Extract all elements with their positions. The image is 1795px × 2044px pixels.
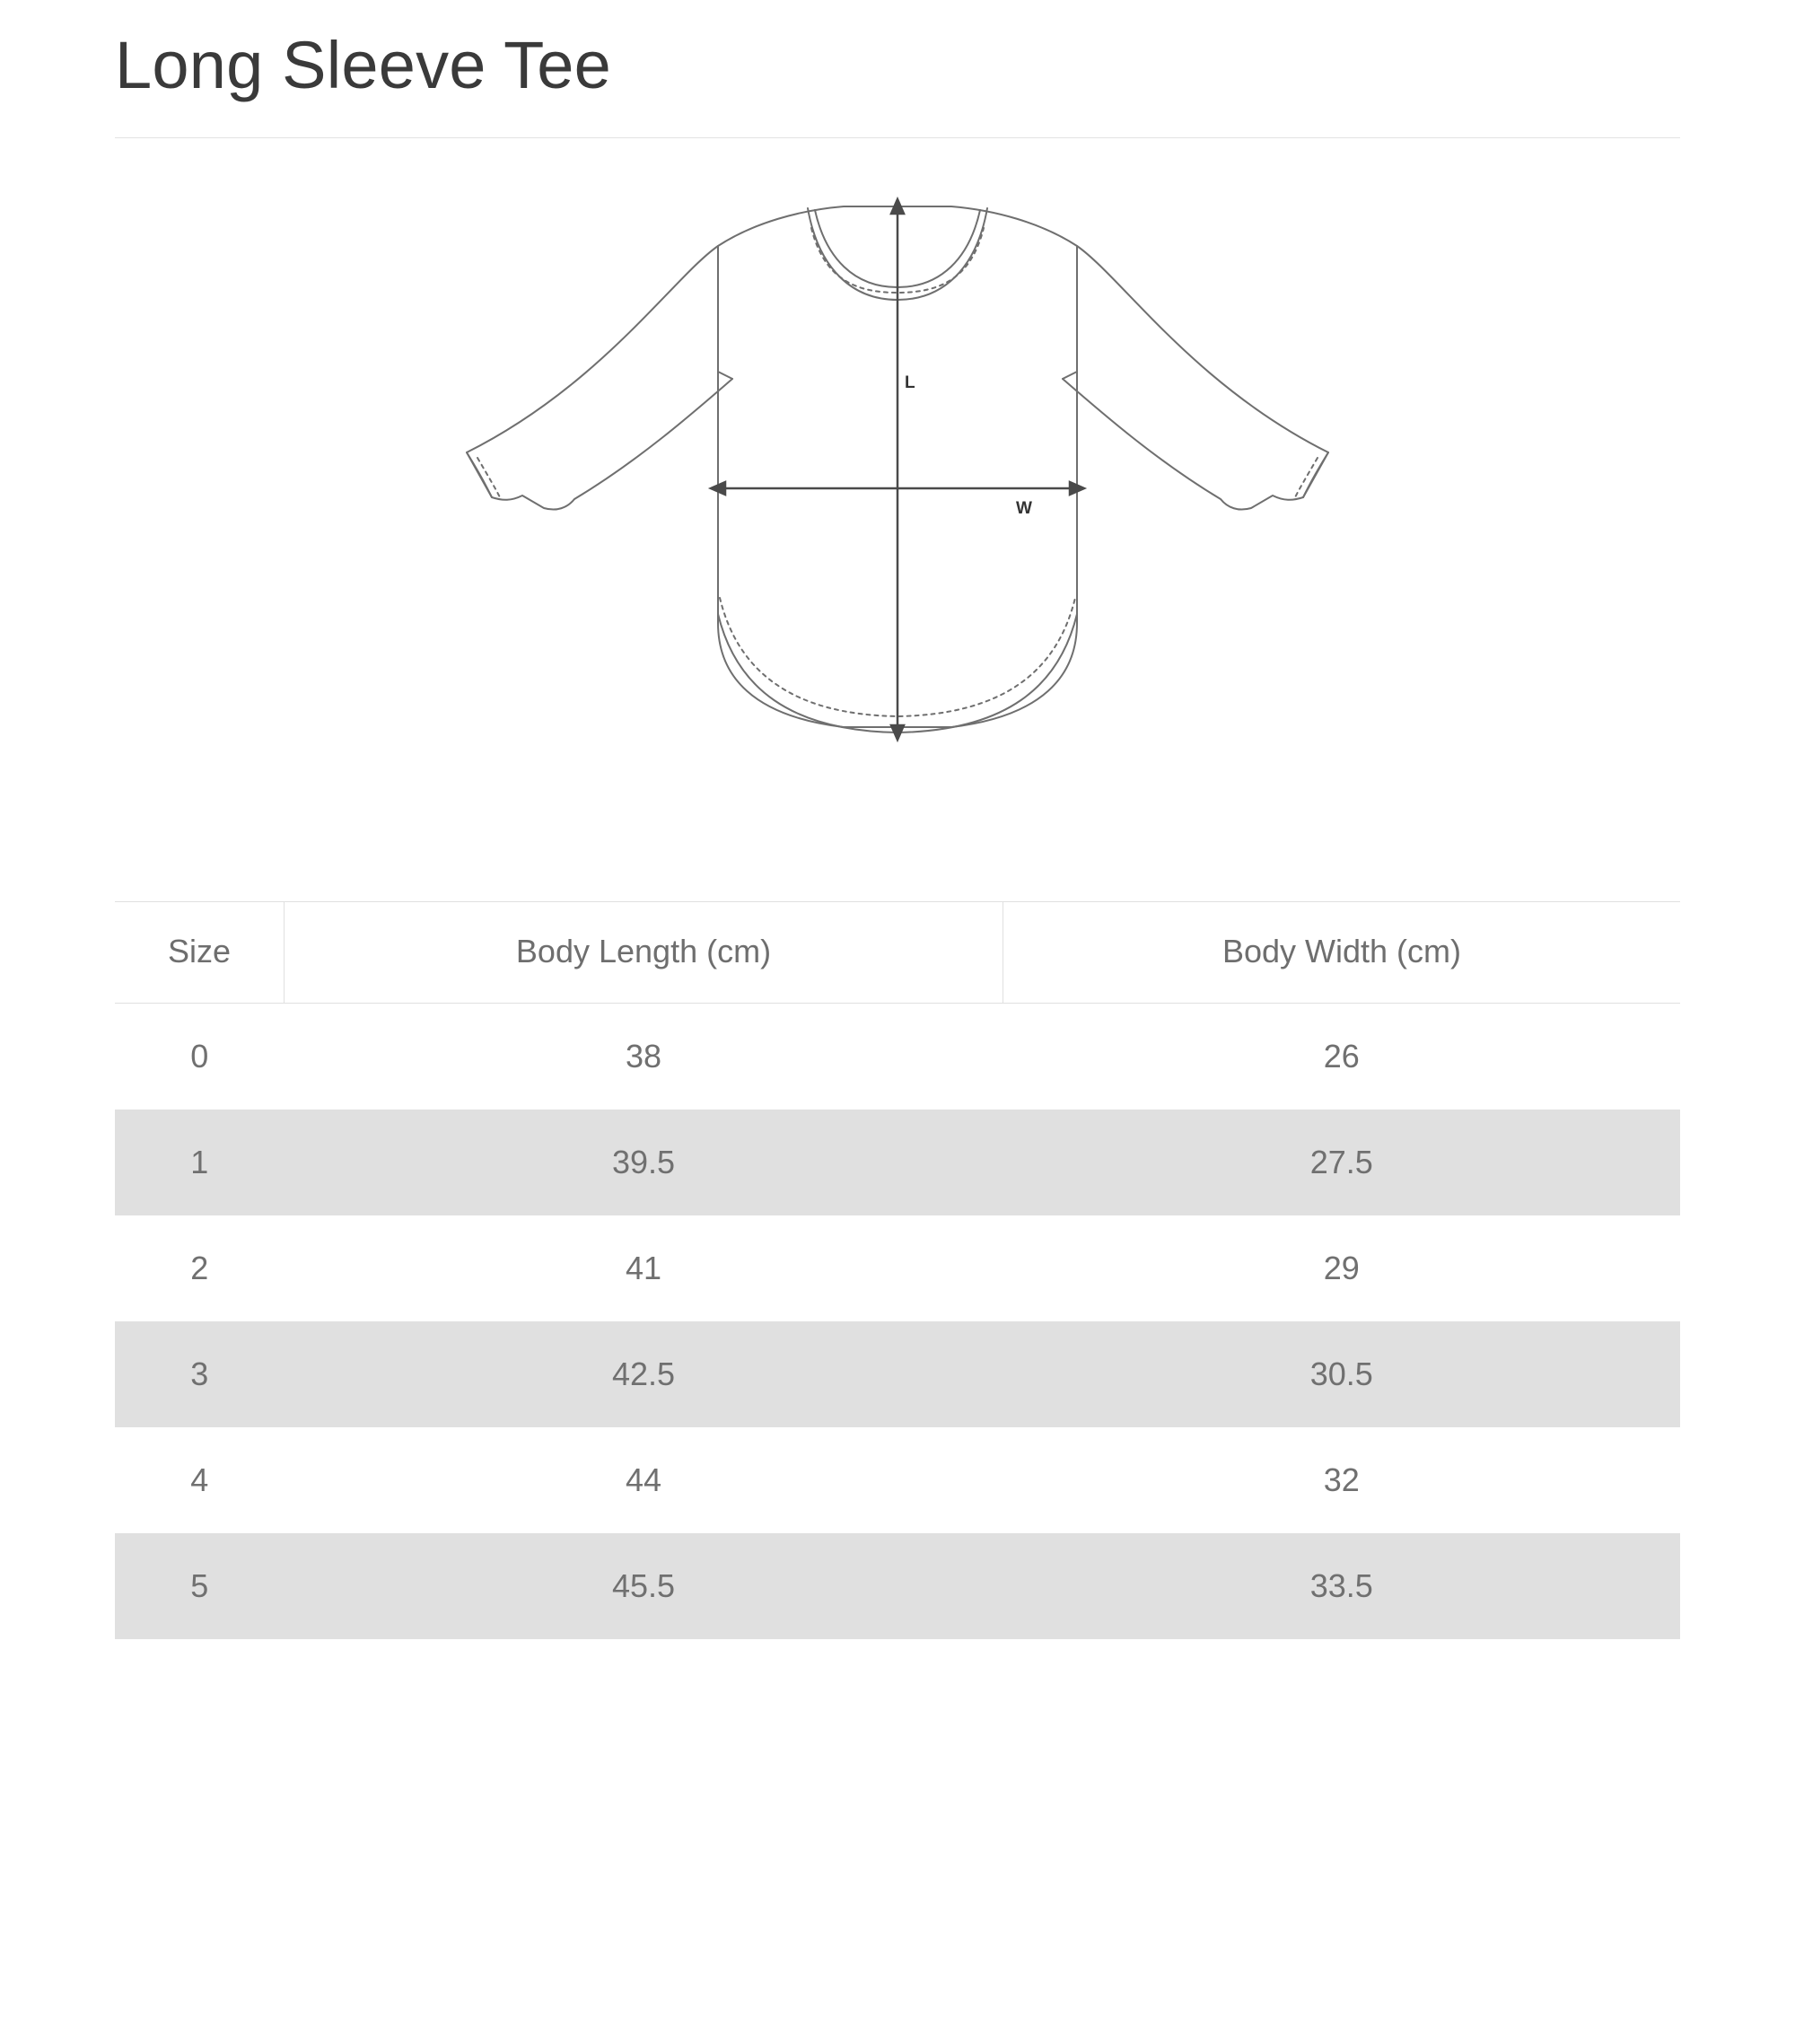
cell-body-length: 41 [285, 1215, 1003, 1321]
table-row [115, 1004, 1680, 1110]
column-header-body-width: Body Width (cm) [1003, 902, 1681, 1004]
table-row [115, 1110, 1680, 1215]
column-header-body-length: Body Length (cm) [285, 902, 1003, 1004]
garment-diagram [115, 138, 1680, 901]
table-row [115, 1321, 1680, 1427]
cell-body-length: 42.5 [285, 1321, 1003, 1427]
cell-body-width: 32 [1003, 1427, 1681, 1533]
size-guide-page [0, 27, 1795, 1639]
cell-body-length: 38 [285, 1004, 1003, 1110]
page-title: Long Sleeve Tee [115, 28, 611, 102]
cell-body-width: 26 [1003, 1004, 1681, 1110]
cell-body-width: 33.5 [1003, 1533, 1681, 1639]
size-chart-table [115, 901, 1680, 1639]
table-header-row [115, 902, 1680, 1004]
cell-size: 3 [115, 1321, 285, 1427]
cell-size: 0 [115, 1004, 285, 1110]
cell-body-length: 44 [285, 1427, 1003, 1533]
cell-size: 5 [115, 1533, 285, 1639]
cell-body-length: 39.5 [285, 1110, 1003, 1215]
table-body [115, 1004, 1680, 1640]
cell-size: 4 [115, 1427, 285, 1533]
cell-body-width: 30.5 [1003, 1321, 1681, 1427]
cell-body-length: 45.5 [285, 1533, 1003, 1639]
width-label: W [1016, 499, 1032, 519]
table-row [115, 1427, 1680, 1533]
column-header-size: Size [115, 902, 285, 1004]
cell-body-width: 29 [1003, 1215, 1681, 1321]
table-row [115, 1533, 1680, 1639]
cell-size: 1 [115, 1110, 285, 1215]
table-row [115, 1215, 1680, 1321]
cell-body-width: 27.5 [1003, 1110, 1681, 1215]
length-label: L [905, 373, 915, 393]
table-header [115, 902, 1680, 1004]
tee-illustration [449, 192, 1346, 838]
cell-size: 2 [115, 1215, 285, 1321]
